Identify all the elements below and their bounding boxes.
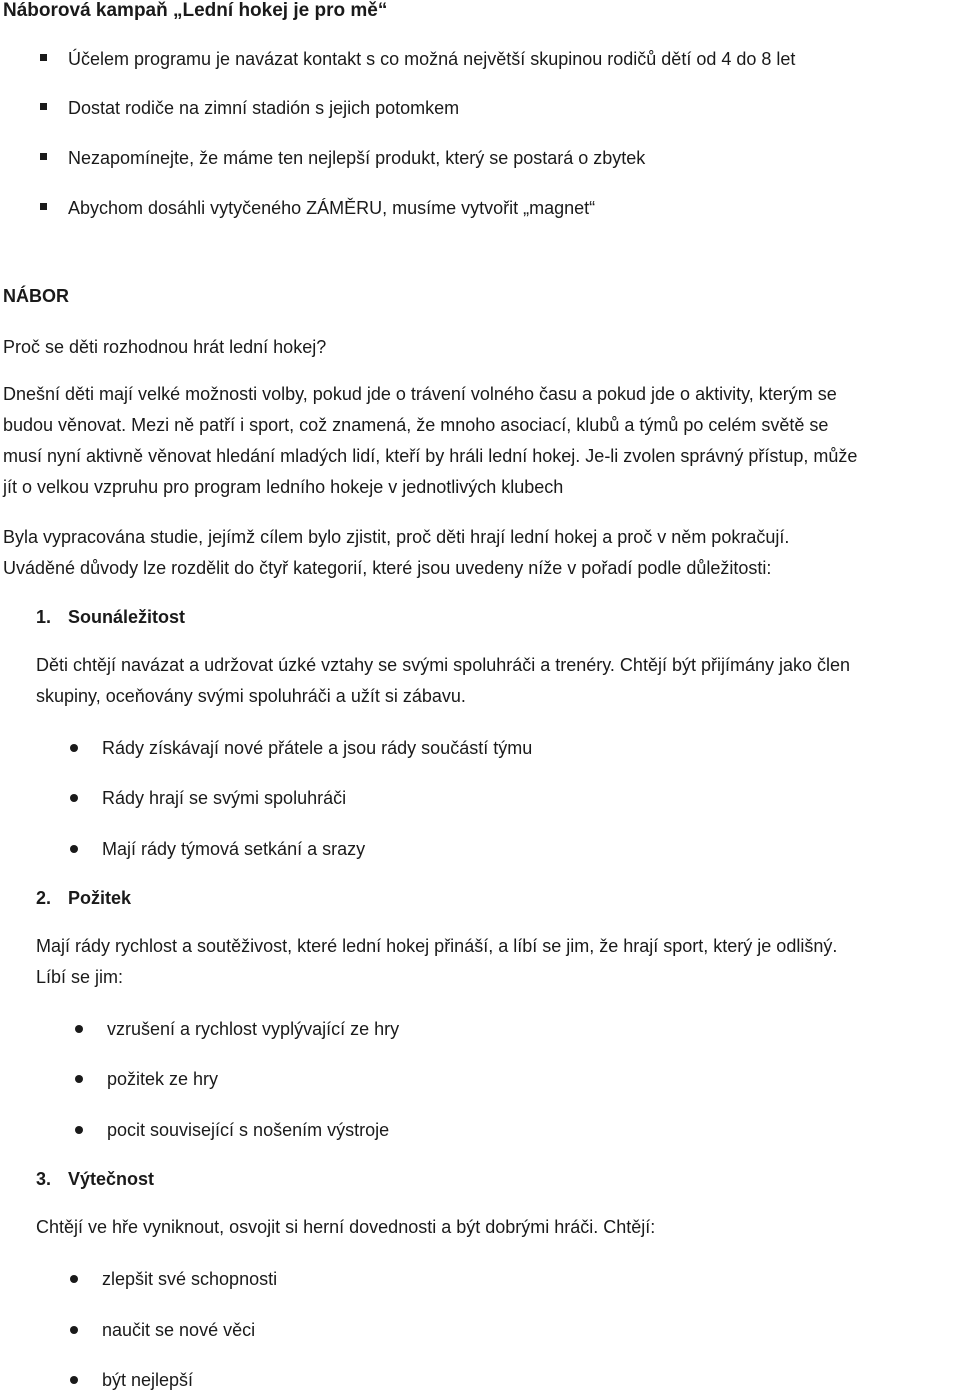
bullet-icon	[70, 744, 78, 752]
square-bullet-icon	[40, 103, 47, 110]
bullet-icon	[75, 1126, 83, 1134]
category-heading: 1. Sounáležitost	[36, 607, 186, 627]
square-bullet-icon	[40, 203, 47, 210]
paragraph-2: Byla vypracována studie, jejímž cílem bylo zjistit, proč děti hrají lední hokej a proč v něm pokračují. Uváděné důvody lze rozdělit do čtyř kategorií, které jsou uvedeny níže v pořadí podle důležitosti:	[3, 527, 790, 578]
bullet-icon	[70, 1275, 78, 1283]
square-bullet-icon	[40, 153, 47, 160]
document-page: Náborová kampaň „Lední hokej je pro mě“ Účelem programu je navázat kontakt s co možná největší skupinou rodičů dětí od 4 do 8 let Dostat rodiče na zimní stadión s jejich potomkem Nezapomínejte, že máme ten nejlepší produkt, který se postará o zbytek Abychom dosáhli vytyčeného ZÁMĚRU, musíme vytvořit „magnet“ NÁBOR Proč se děti rozhodnou hrát lední hokej? Dnešní děti mají velké možnosti volby, pokud jde o trávení volného času a pokud jde o aktivity, kterým se budou věnovat. Mezi ně patří i sport, což znamená, že mnoho asociací, klubů a týmů po celém světě se musí nyní aktivně věnovat hledání mladých lidí, kteří by hráli lední hokej. Je-li zvolen správný přístup, může jít o velkou vzpruhu pro program ledního hokeje v jednotlivých klubech Byla vypracována studie, jejímž cílem bylo zjistit, proč děti hrají lední hokej a proč v něm pokračují. Uváděné důvody lze rozdělit do čtyř kategorií, které jsou uvedeny níže v pořadí podle důležitosti: 1. Sounáležitost Děti chtějí navázat a udržovat úzké vztahy se svými spoluhráči a trenéry. Chtějí být přijímány jako člen skupiny, oceňovány svými spoluhráči a užít si zábavu. Rády získávají nové přátele a jsou rády součástí týmu Rády hrají se svými spoluhráči Mají rády týmová setkání a srazy 2. Požitek Mají rády rychlost a soutěživost, které lední hokej přináší, a líbí se jim, že hrají sport, který je odlišný. Líbí se jim: vzrušení a rychlost vyplývající ze hry požitek ze hry pocit související s nošením výstroje 3. Výtečnost Chtějí ve hře vyniknout, osvojit si herní dovednosti a být dobrými hráči. Chtějí: zlepšit své schopnosti naučit se nové věci být nejlepší	[0, 0, 960, 1394]
paragraph-1: Dnešní děti mají velké možnosti volby, pokud jde o trávení volného času a pokud jde o aktivity, kterým se budou věnovat. Mezi ně patří i sport, což znamená, že mnoho asociací, klubů a týmů po celém světě se musí nyní aktivně věnovat hledání mladých lidí, kteří by hráli lední hokej. Je-li zvolen správný přístup, může jít o velkou vzpruhu pro program ledního hokeje v jednotlivých klubech	[3, 384, 858, 497]
bullet-icon	[70, 1376, 78, 1384]
category-text: Děti chtějí navázat a udržovat úzké vztahy se svými spoluhráči a trenéry. Chtějí být přijímány jako člen skupiny, oceňovány svými spoluhráči a užít si zábavu.	[36, 655, 851, 706]
bullet-icon	[75, 1075, 83, 1083]
bullet-icon	[75, 1025, 83, 1033]
bullet-icon	[70, 794, 78, 802]
bullet-icon	[70, 845, 78, 853]
category-heading: 3. Výtečnost	[36, 1169, 155, 1189]
category-text: Chtějí ve hře vyniknout, osvojit si herní dovednosti a být dobrými hráči. Chtějí:	[36, 1217, 656, 1237]
category-text: Mají rády rychlost a soutěživost, které lední hokej přináší, a líbí se jim, že hrají sport, který je odlišný. Líbí se jim:	[36, 936, 838, 987]
section-heading: NÁBOR	[3, 286, 69, 306]
document-title: Náborová kampaň „Lední hokej je pro mě“	[3, 0, 388, 21]
question-text: Proč se děti rozhodnou hrát lední hokej?	[3, 337, 327, 357]
square-bullet-icon	[40, 54, 47, 61]
bullet-icon	[70, 1326, 78, 1334]
category-heading: 2. Požitek	[36, 888, 132, 908]
